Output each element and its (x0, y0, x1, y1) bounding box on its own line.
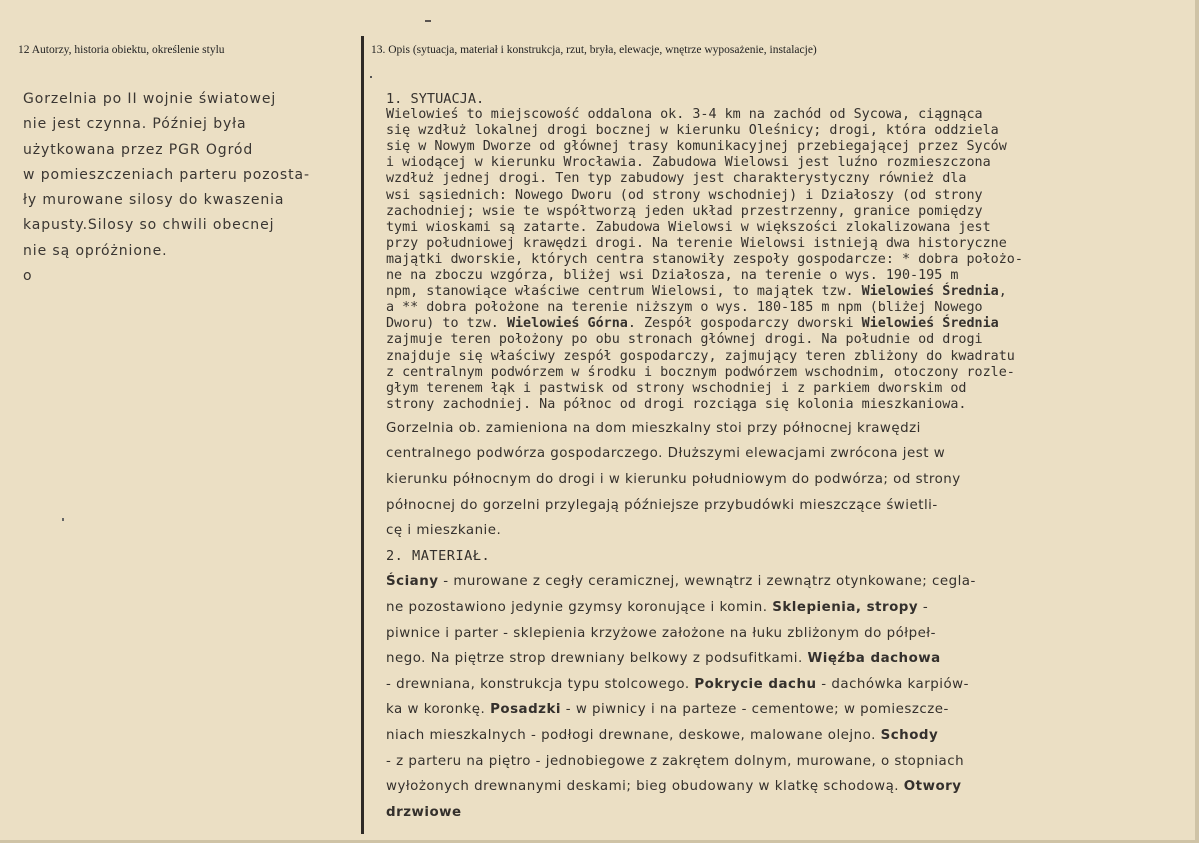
text-line (386, 220, 1176, 236)
line-text: piwnice i parter - sklepienia krzyżowe założone na łuku zbliżonym do półpeł- (386, 625, 936, 641)
description-text (386, 91, 1176, 825)
line-text: ne pozostawiono jedynie gzymsy koronujące i komin. (386, 600, 773, 616)
line-text: - dachówka karpiów- (816, 676, 969, 692)
line-text: ka w koronkę. (386, 702, 491, 718)
section-title: 1. SYTUACJA. (386, 91, 485, 107)
text-line (386, 349, 1176, 365)
text-line (386, 155, 1176, 171)
text-line (386, 774, 1176, 800)
line-text: - murowane z cegły ceramicznej, wewnątrz i zewnątrz otynkowane; cegla- (438, 574, 976, 590)
bold-term: drzwiowe (386, 804, 462, 820)
column-divider (361, 36, 364, 834)
history-line: nie jest czynna. Później była (23, 116, 247, 133)
text-line (386, 268, 1176, 284)
line-text: się w Nowym Dworze od głównej trasy komunikacyjnej przebiegającej przez Syców (386, 139, 1007, 155)
history-line: o (23, 268, 33, 285)
line-text: . Zespół gospodarczy dworski (627, 316, 862, 332)
line-text: znajduje się właściwy zespół gospodarczy, zajmujący teren zbliżony do kwadratu (386, 348, 1015, 364)
field-12-header: 12 Autorzy, historia obiektu, określenie stylu (18, 44, 225, 56)
text-line (386, 332, 1176, 348)
bold-term: Otwory (903, 779, 962, 795)
text-line (386, 595, 1176, 621)
text-line (386, 723, 1176, 749)
line-text: głym terenem łąk i pastwisk od strony wschodniej i z parkiem dworskim od (386, 380, 967, 396)
history-text (23, 87, 353, 289)
text-line (386, 107, 1176, 123)
text-line (386, 188, 1176, 204)
line-text: przy południowej krawędzi drogi. Na terenie Wielowsi istnieją dwa historyczne (386, 235, 1007, 251)
line-text: zajmuje teren położony po obu stronach głównej drogi. Na południe od drogi (386, 332, 983, 348)
top-mark (425, 20, 431, 22)
text-line: Gorzelnia ob. zamieniona na dom mieszkalny stoi przy północnej krawędzi (386, 420, 921, 436)
bold-term: Posadzki (490, 702, 561, 718)
text-line (386, 646, 1176, 672)
text-line: północnej do gorzelni przylegają późniejsze przybudówki mieszczące świetli- (386, 497, 938, 513)
line-text: Wielowieś to miejscowość oddalona ok. 3-4 km na zachód od Sycowa, ciągnąca (386, 107, 983, 123)
line-text: - w piwnicy i na parteze - cementowe; w pomieszcze- (560, 702, 949, 718)
line-text: nego. Na piętrze strop drewniany belkowy z podsufitkami. (386, 651, 808, 667)
line-text: - drewniana, konstrukcja typu stolcowego. (386, 676, 695, 692)
line-text: tymi wioskami są zatarte. Zabudowa Wielowsi w większości zlokalizowana jest (386, 219, 991, 235)
line-text: strony zachodniej. Na północ od drogi rozciąga się kolonia mieszkaniowa. (386, 396, 967, 412)
text-line (386, 123, 1176, 139)
material-lines (386, 569, 1176, 825)
distillery-description (386, 416, 1176, 826)
line-text: wzdłuż jednej drogi. Ten typ zabudowy jest charakterystyczny również dla (386, 171, 967, 187)
text-line (386, 672, 1176, 698)
text-line (386, 569, 1176, 595)
text-line (386, 171, 1176, 187)
text-line (386, 316, 1176, 332)
ink-dot (62, 518, 64, 521)
text-line: cę i mieszkanie. (386, 523, 502, 539)
text-line (386, 300, 1176, 316)
line-text: się wzdłuż lokalnej drogi bocznej w kierunku Oleśnicy; drogi, która oddziela (386, 123, 999, 139)
history-line: Gorzelnia po II wojnie światowej (23, 91, 277, 107)
text-line (386, 621, 1176, 647)
history-line: nie są opróżnione. (23, 242, 168, 259)
line-text: zachodniej; wsie te współtworzą jeden układ przestrzenny, granice pomiędzy (386, 203, 983, 219)
ink-dot (370, 76, 372, 78)
text-line (386, 284, 1176, 300)
text-line: centralnego podwórza gospodarczego. Dłuższymi elewacjami zwrócona jest w (386, 446, 946, 462)
distillery-lines (386, 416, 1176, 544)
bold-term: Wielowieś Średnia (861, 316, 999, 332)
field-13-header: 13. Opis (sytuacja, materiał i konstrukcja, rzut, bryła, elewacje, wnętrze wyposażenie, instalacje) (371, 44, 817, 56)
line-text: wyłożonych drewnanymi deskami; bieg obudowany w klatkę schodową. (386, 779, 904, 795)
text-line (386, 139, 1176, 155)
text-line (386, 397, 1176, 413)
text-line (386, 749, 1176, 775)
line-text: a ** dobra położone na terenie niższym o wys. 180-185 m npm (bliżej Nowego (386, 300, 983, 316)
bold-term: Pokrycie dachu (694, 676, 817, 692)
text-line (386, 365, 1176, 381)
card-edge (1195, 0, 1199, 843)
line-text: Dworu) to tzw. (386, 316, 507, 332)
text-line (386, 236, 1176, 252)
line-text: npm, stanowiące właściwe centrum Wielowsi, to majątek tzw. (386, 284, 862, 300)
text-line (386, 697, 1176, 723)
line-text: ne na zboczu wzgórza, bliżej wsi Działosza, na terenie o wys. 190-195 m (386, 268, 959, 284)
text-line (386, 381, 1176, 397)
text-line (386, 204, 1176, 220)
bold-term: Schody (880, 728, 939, 743)
line-text: niach mieszkalnych - podłogi drewnane, deskowe, malowane olejno. (386, 728, 881, 743)
section-situation (386, 91, 1176, 413)
bold-term: Wielowieś Średnia (861, 284, 999, 300)
line-text: - z parteru na piętro - jednobiegowe z zakrętem dolnym, murowane, o stopniach (386, 753, 965, 769)
bold-term: Sklepienia, stropy (772, 600, 919, 616)
history-line: użytkowana przez PGR Ogród (23, 141, 254, 158)
bold-term: Ściany (386, 574, 439, 590)
history-line: ły murowane silosy do kwaszenia (23, 192, 285, 209)
line-text: - (918, 600, 929, 616)
line-text: wsi sąsiednich: Nowego Dworu (od strony wschodniej) i Działoszy (od strony (386, 187, 983, 203)
situation-lines (386, 107, 1176, 413)
text-line (386, 252, 1176, 268)
history-line: w pomieszczeniach parteru pozosta- (23, 166, 310, 183)
section-title: 2. MATERIAŁ. (386, 547, 491, 564)
line-text: i wiodącej w kierunku Wrocławia. Zabudowa Wielowsi jest luźno rozmieszczona (386, 155, 991, 171)
history-line: kapusty.Silosy so chwili obecnej (23, 217, 275, 234)
text-line (386, 800, 1176, 826)
text-line: kierunku północnym do drogi i w kierunku południowym do podwórza; od strony (386, 472, 961, 488)
bold-term: Wielowieś Górna (506, 316, 628, 332)
bold-term: Więźba dachowa (807, 651, 941, 667)
line-text: , (998, 284, 1007, 300)
line-text: majątki dworskie, których centra stanowiły zespoły gospodarcze: * dobra położo- (386, 251, 1023, 267)
line-text: z centralnym podwórzem w środku i bocznym podwórzem wschodnim, otoczony rozle- (386, 364, 1015, 380)
